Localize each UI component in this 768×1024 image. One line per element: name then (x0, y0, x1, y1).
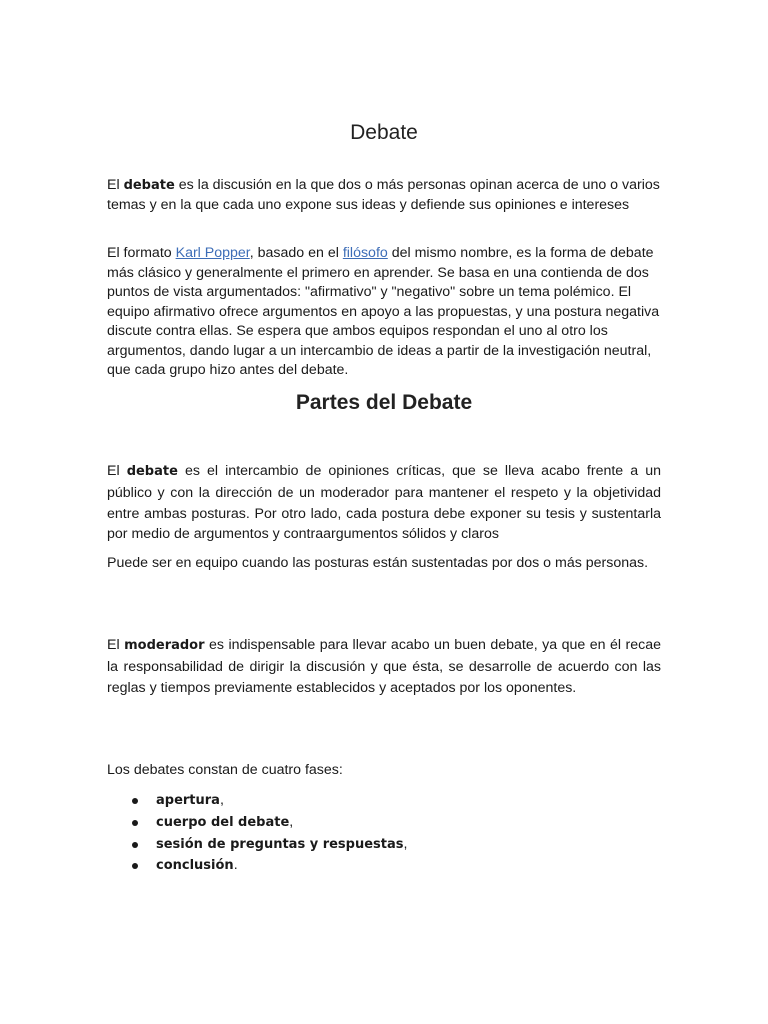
phase-label: apertura (156, 793, 220, 808)
popper-text-2: , basado en el (249, 245, 343, 261)
phase-label: sesión de preguntas y respuestas (156, 836, 404, 852)
moderator-bold: moderador (124, 638, 205, 653)
phase-separator: , (403, 835, 408, 852)
intro-text-2: es la discusión en la que dos o más personas opinan acerca de uno o varios temas y en la que cada uno expone sus ideas y defiende sus opiniones e intereses (107, 177, 660, 213)
phase-separator: , (289, 813, 294, 830)
phase-label: conclusión (156, 858, 234, 874)
list-item (107, 855, 407, 877)
parts-paragraph (107, 461, 661, 545)
phases-list (107, 790, 407, 877)
section-heading: Partes del Debate (295, 391, 473, 414)
filosofo-link[interactable]: filósofo (342, 245, 388, 261)
parts-text-1: El (107, 463, 127, 479)
list-item (107, 834, 407, 856)
document-title: Debate (350, 121, 418, 144)
karl-popper-link[interactable]: Karl Popper (175, 245, 250, 261)
intro-bold-debate: debate (123, 178, 175, 193)
phase-separator: , (219, 792, 224, 808)
parts-bold-debate: debate (126, 464, 178, 479)
parts-text-2: es el intercambio de opiniones críticas, que se lleva acabo frente a un público y con la dirección de un moderador para mantener el respeto y la objetividad entre ambas posturas. Por otro lado, cada postura debe exponer su tesis y sustentarla por medio de argumentos y contraargumentos sólidos y claros (107, 463, 661, 543)
team-paragraph: Puede ser en equipo cuando las posturas están sustentadas por dos o más personas. (107, 555, 649, 571)
list-item (107, 812, 407, 834)
moderator-text-1: El (107, 637, 125, 653)
intro-text-1: El (107, 177, 124, 193)
popper-paragraph (107, 244, 661, 381)
list-item (107, 790, 407, 812)
intro-paragraph (107, 176, 661, 215)
moderator-paragraph (107, 635, 661, 698)
popper-text-1: El formato (107, 245, 176, 261)
phases-intro: Los debates constan de cuatro fases: (107, 762, 343, 778)
phase-separator: . (233, 857, 238, 874)
moderator-text-2: es indispensable para llevar acabo un buen debate, ya que en él recae la responsabilidad de dirigir la discusión y que ésta, se desarrolle de acuerdo con las reglas y tiempos previamente establecidos y aceptados por los oponentes. (107, 637, 661, 696)
popper-text-3: del mismo nombre, es la forma de debate más clásico y generalmente el primero en aprender. Se basa en una contienda de dos puntos de vista argumentados: "afirmativo" y "negativo" sobre un tema polémico. El equipo afirmativo ofrece argumentos en apoyo a las propuestas, y una postura negativa discute contra ellas. Se espera que ambos equipos respondan el uno al otro los argumentos, dando lugar a un intercambio de ideas a partir de la investigación neutral, que cada grupo hizo antes del debate. (107, 245, 660, 378)
phase-label: cuerpo del debate (156, 814, 290, 830)
